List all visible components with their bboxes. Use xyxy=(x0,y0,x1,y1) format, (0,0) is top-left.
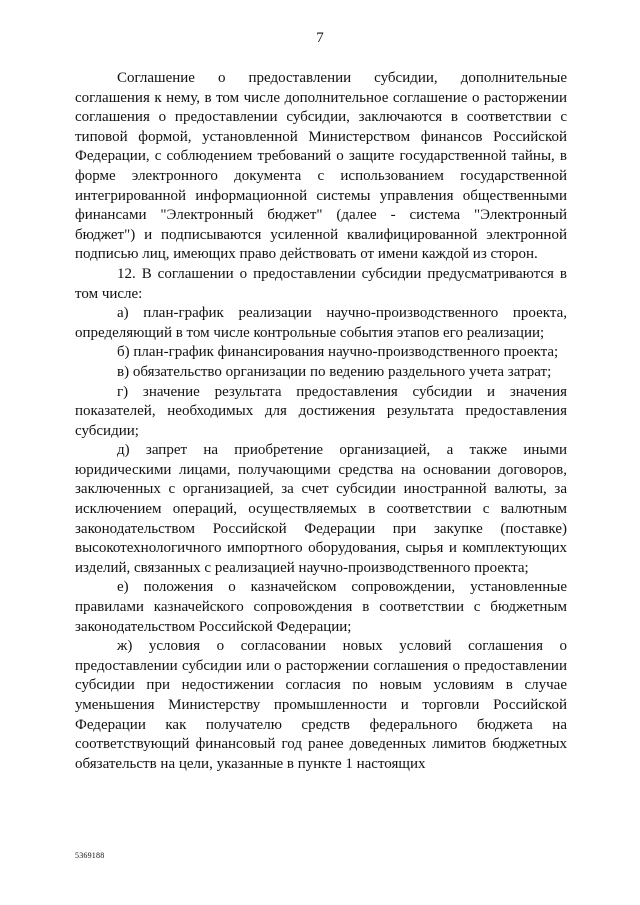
paragraph-subitem-d: д) запрет на приобретение организацией, а также иными юридическими лицами, получающими средства на основании договоров, заключенных с организацией, за счет субсидии иностранной валюты, за исключением операций, осуществляемых в соответствии с валютным законодательством Российской Федерации при закупке (поставке) высокотехнологичного импортного оборудования, сырья и комплектующих изделий, связанных с реализацией научно-производственного проекта; xyxy=(75,442,567,576)
paragraph-subitem-e: е) положения о казначейском сопровождении, установленные правилами казначейского сопровождения в соответствии с бюджетным законодательством Российской Федерации; xyxy=(75,579,567,635)
paragraph-agreement-form: Соглашение о предоставлении субсидии, дополнительные соглашения к нему, в том числе дополнительное соглашение о расторжении соглашения о предоставлении субсидии, заключаются в соответствии с типовой формой, установленной Министерством финансов Российской Федерации, с соблюдением требований о защите государственной тайны, в форме электронного документа с использованием государственной интегрированной информационной системы управления общественными финансами "Электронный бюджет" (далее - система "Электронный бюджет") и подписываются усиленной квалифицированной электронной подписью лиц, имеющих право действовать от имени каждой из сторон. xyxy=(75,70,567,263)
paragraph-subitem-g: г) значение результата предоставления субсидии и значения показателей, необходимых для достижения результата предоставления субсидии; xyxy=(75,383,567,439)
page-number: 7 xyxy=(316,30,324,46)
paragraph-subitem-zh: ж) условия о согласовании новых условий соглашения о предоставлении субсидии или о расторжении соглашения о предоставлении субсидии при недостижении согласия по новым условиям в случае уменьшения Министерству промышленности и торговли Российской Федерации как получателю средств федерального бюджета на соответствующий финансовый год ранее доведенных лимитов бюджетных обязательств на цели, указанные в пункте 1 настоящих xyxy=(75,638,567,772)
paragraph-item-12: 12. В соглашении о предоставлении субсидии предусматриваются в том числе: xyxy=(75,265,567,302)
paragraph-subitem-a: а) план-график реализации научно-производственного проекта, определяющий в том числе контрольные события этапов его реализации; xyxy=(75,305,567,341)
paragraph-subitem-b: б) план-график финансирования научно-производственного проекта; xyxy=(117,344,559,361)
document-body xyxy=(75,69,567,774)
paragraph-subitem-v: в) обязательство организации по ведению раздельного учета затрат; xyxy=(117,363,552,380)
document-code: 5369188 xyxy=(75,851,105,860)
